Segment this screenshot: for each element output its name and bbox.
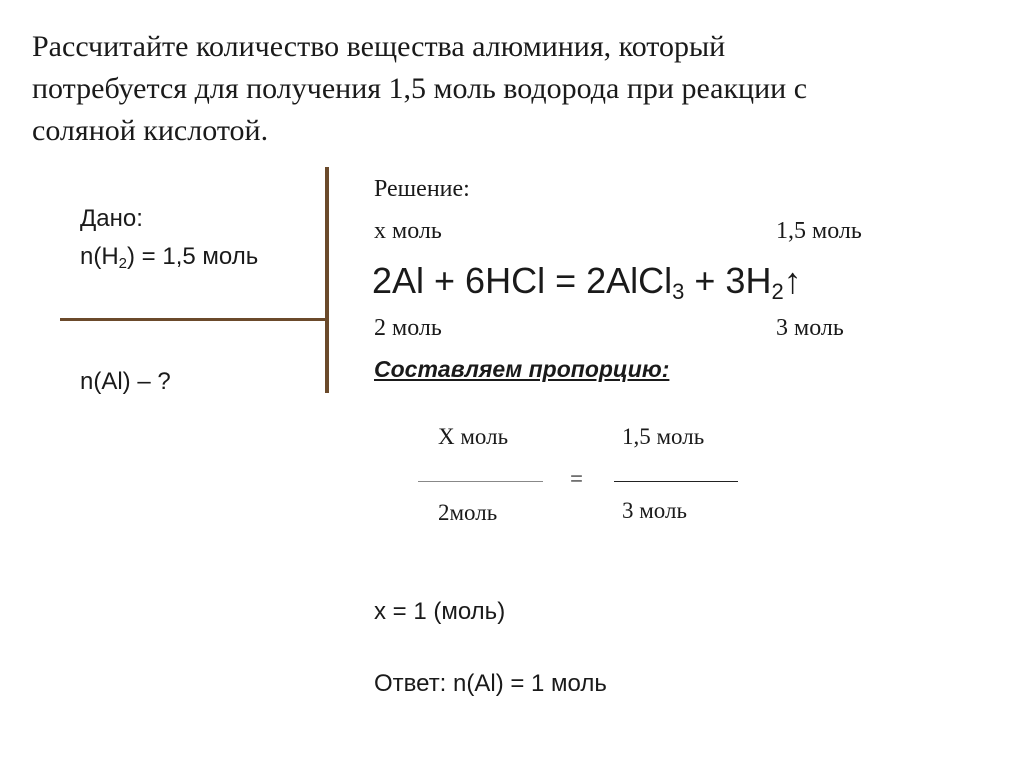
given-h2-prefix: n(H [80, 243, 119, 270]
task-line-3: соляной кислотой. [32, 114, 269, 147]
fraction-left-bar [418, 481, 543, 482]
fraction-right-denominator: 3 моль [622, 498, 687, 523]
given-h2-sub: 2 [118, 255, 128, 272]
equation-sub-1: 3 [672, 279, 685, 304]
top-left-mol: x моль [374, 218, 442, 244]
horizontal-divider [60, 318, 327, 321]
proportion-label: Составляем пропорцию: [374, 356, 670, 382]
solution-label: Решение: [374, 176, 470, 202]
equation-part-1: 2Al + 6HCl = 2AlCl [372, 260, 673, 301]
task-text [32, 26, 992, 152]
fraction-right-numerator: 1,5 моль [622, 424, 705, 449]
task-line-1: Рассчитайте количество вещества алюминия, который [32, 30, 726, 63]
given-h2 [80, 243, 258, 271]
given-h2-suffix: ) = 1,5 моль [127, 243, 259, 270]
fraction-left-numerator: X моль [438, 424, 509, 449]
answer-line: Ответ: n(Al) = 1 моль [374, 670, 607, 697]
task-line-2: потребуется для получения 1,5 моль водорода при реакции с [32, 72, 808, 105]
fraction-right-bar [614, 481, 738, 482]
result-line: x = 1 (моль) [374, 598, 506, 625]
top-right-mol: 1,5 моль [776, 218, 862, 244]
fraction-equals: = [570, 466, 583, 491]
fraction-left-denominator: 2моль [438, 500, 498, 525]
bottom-right-mol: 3 моль [776, 315, 844, 341]
vertical-divider [325, 167, 329, 393]
equation-sub-2: 2 [771, 279, 784, 304]
bottom-left-mol: 2 моль [374, 315, 442, 341]
given-label: Дано: [80, 205, 143, 232]
equation-part-2: + 3H [684, 260, 772, 301]
reaction-equation [372, 260, 802, 302]
gas-arrow-icon: ↑ [783, 260, 802, 301]
given-unknown: n(Al) – ? [80, 368, 171, 395]
